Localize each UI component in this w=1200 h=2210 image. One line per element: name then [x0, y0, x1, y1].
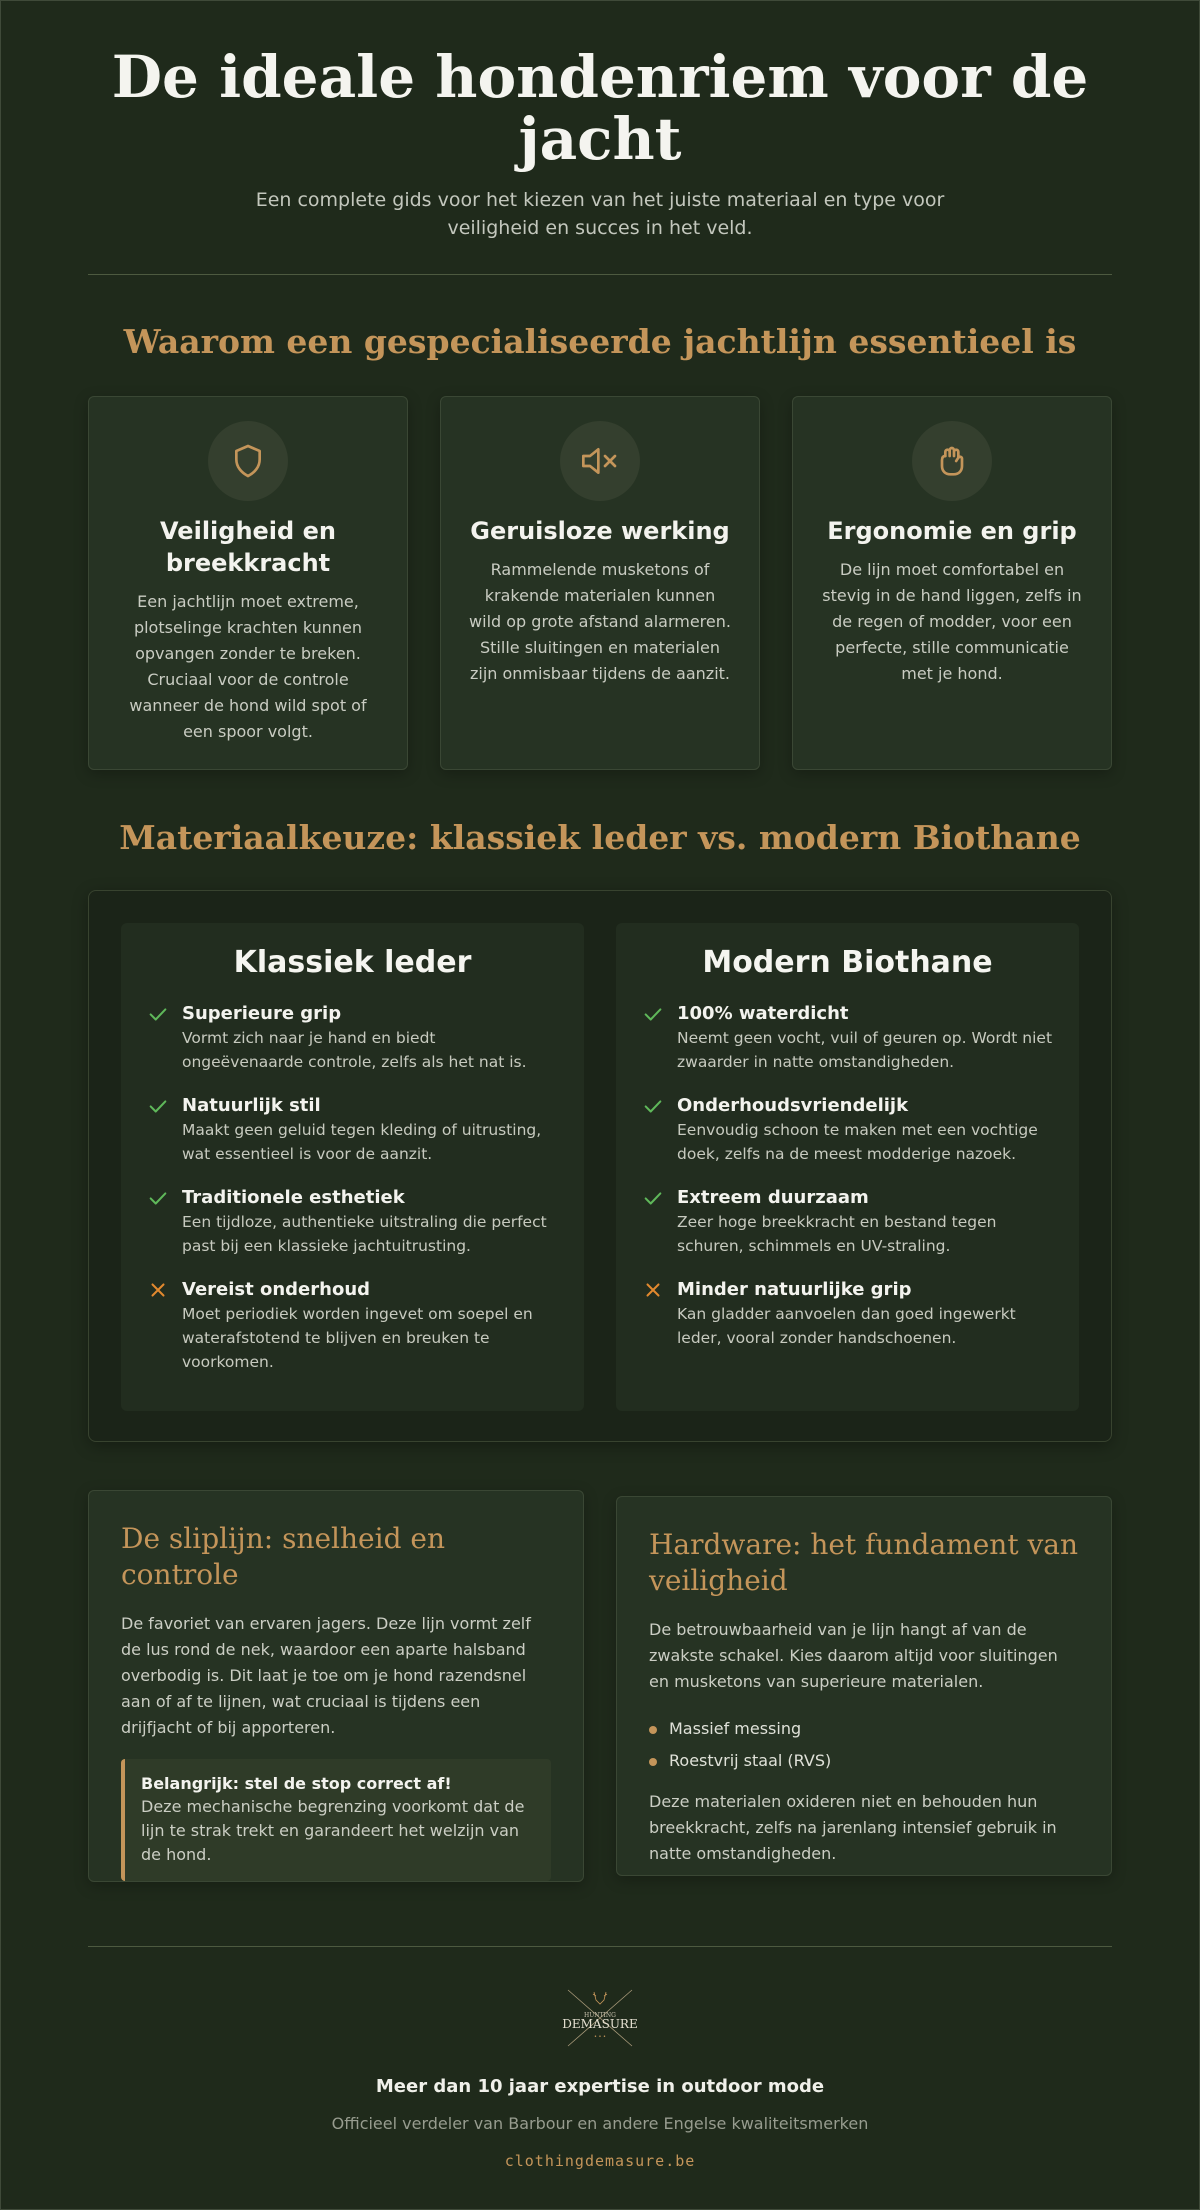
list-item [145, 1094, 560, 1166]
card-note: Deze materialen oxideren niet en behouden hun breekkracht, zelfs na jarenlang intensief gebruik in natte omstandigheden. [649, 1792, 1057, 1863]
list-item: Massief messing [649, 1713, 1079, 1745]
item-title: Traditionele esthetiek [182, 1187, 405, 1208]
card-title: De sliplijn: snelheid en controle [121, 1522, 445, 1591]
biothane-column [616, 923, 1079, 1411]
item-text: Maakt geen geluid tegen kleding of uitrusting, wat essentieel is voor de aanzit. [182, 1121, 542, 1163]
page-subtitle: Een complete gids voor het kiezen van het juiste materiaal en type voor veiligheid en succes in het veld. [255, 189, 945, 239]
hand-grip-icon [912, 421, 992, 501]
card-text: De betrouwbaarheid van je lijn hangt af van de zwakste schakel. Kies daarom altijd voor sluitingen en musketons van superieure materialen. [649, 1620, 1058, 1691]
item-title: Minder natuurlijke grip [677, 1279, 912, 1300]
item-title: Natuurlijk stil [182, 1095, 321, 1116]
logo-top-text: HUNTING [584, 2012, 616, 2019]
check-icon [642, 1003, 664, 1025]
feature-title: Veiligheid en breekkracht [160, 517, 336, 577]
item-text: Zeer hoge breekkracht en bestand tegen schuren, schimmels en UV-straling. [677, 1213, 997, 1255]
feature-card-safety [88, 396, 408, 770]
divider [88, 274, 1112, 275]
check-icon [147, 1003, 169, 1025]
cross-icon [642, 1279, 664, 1301]
list-item [640, 1186, 1055, 1258]
section-title-materials: Materiaalkeuze: klassiek leder vs. modern Biothane [119, 818, 1081, 857]
logo-name-text: DEMASURE [562, 2017, 638, 2031]
important-callout [121, 1759, 551, 1881]
hardware-card [616, 1496, 1112, 1876]
feature-title: Ergonomie en grip [827, 517, 1077, 545]
feature-card-silent [440, 396, 760, 770]
check-icon [147, 1187, 169, 1209]
item-text: Neemt geen vocht, vuil of geuren op. Wordt niet zwaarder in natte omstandigheden. [677, 1029, 1053, 1071]
item-title: Extreem duurzaam [677, 1187, 869, 1208]
divider [88, 1946, 1112, 1947]
footer-tagline: Meer dan 10 jaar expertise in outdoor mode [375, 2076, 825, 2097]
list-item [145, 1002, 560, 1074]
item-title: Superieure grip [182, 1003, 342, 1024]
footer-dealer: Officieel verdeler van Barbour en andere Engelse kwaliteitsmerken [331, 2114, 869, 2133]
column-title: Modern Biothane [702, 945, 993, 980]
brand-logo [550, 1986, 650, 2050]
section-title-why: Waarom een gespecialiseerde jachtlijn essentieel is [123, 322, 1077, 361]
item-text: Eenvoudig schoon te maken met een vochtige doek, zelfs na de meest modderige nazoek. [677, 1121, 1038, 1163]
list-item [145, 1186, 560, 1258]
feature-title: Geruisloze werking [470, 517, 730, 545]
item-title: Onderhoudsvriendelijk [677, 1095, 909, 1116]
list-item [640, 1278, 1055, 1350]
item-title: 100% waterdicht [677, 1003, 849, 1024]
speaker-mute-icon [560, 421, 640, 501]
svg-text:• • •: • • • [593, 2034, 607, 2040]
callout-title: Belangrijk: stel de stop correct af! [141, 1774, 452, 1793]
card-text: De favoriet van ervaren jagers. Deze lijn vormt zelf de lus rond de nek, waardoor een aparte halsband overbodig is. Dit laat je toe om je hond razendsnel aan of af te lijnen, wat cruciaal is tijdens een drijfjacht of bij apporteren. [121, 1614, 531, 1737]
check-icon [642, 1095, 664, 1117]
feature-text: De lijn moet comfortabel en stevig in de hand liggen, zelfs in de regen of modder, voor een perfecte, stille communicatie met je hond. [822, 560, 1082, 683]
list-item [640, 1002, 1055, 1074]
shield-icon [208, 421, 288, 501]
item-text: Vormt zich naar je hand en biedt ongeëvenaarde controle, zelfs als het nat is. [182, 1029, 527, 1071]
feature-text: Rammelende musketons of krakende materialen kunnen wild op grote afstand alarmeren. Stille sluitingen en materialen zijn onmisbaar tijdens de aanzit. [469, 560, 731, 683]
column-title: Klassiek leder [233, 945, 472, 980]
list-item: Roestvrij staal (RVS) [649, 1745, 1079, 1777]
feature-text: Een jachtlijn moet extreme, plotselinge krachten kunnen opvangen zonder te breken. Cruciaal voor de controle wanneer de hond wild spot of een spoor volgt. [129, 592, 367, 741]
footer-url[interactable]: clothingdemasure.be [504, 2152, 696, 2170]
check-icon [642, 1187, 664, 1209]
card-title: Hardware: het fundament van veiligheid [649, 1528, 1079, 1597]
item-text: Kan gladder aanvoelen dan goed ingewerkt leder, vooral zonder handschoenen. [677, 1305, 1016, 1347]
list-item [145, 1278, 560, 1374]
material-list [649, 1713, 1079, 1777]
page-title: De ideale hondenriem voor de jacht [111, 43, 1089, 173]
list-item [640, 1094, 1055, 1166]
callout-text: Deze mechanische begrenzing voorkomt dat de lijn te strak trekt en garandeert het welzijn van de hond. [141, 1797, 525, 1864]
item-text: Een tijdloze, authentieke uitstraling die perfect past bij een klassieke jachtuitrusting. [182, 1213, 547, 1255]
cross-icon [147, 1279, 169, 1301]
material-comparison [88, 890, 1112, 1442]
check-icon [147, 1095, 169, 1117]
feature-card-grip [792, 396, 1112, 770]
leather-column [121, 923, 584, 1411]
item-text: Moet periodiek worden ingevet om soepel en waterafstotend te blijven en breuken te voorkomen. [182, 1305, 533, 1371]
item-title: Vereist onderhoud [182, 1279, 371, 1300]
sliplijn-card [88, 1490, 584, 1882]
